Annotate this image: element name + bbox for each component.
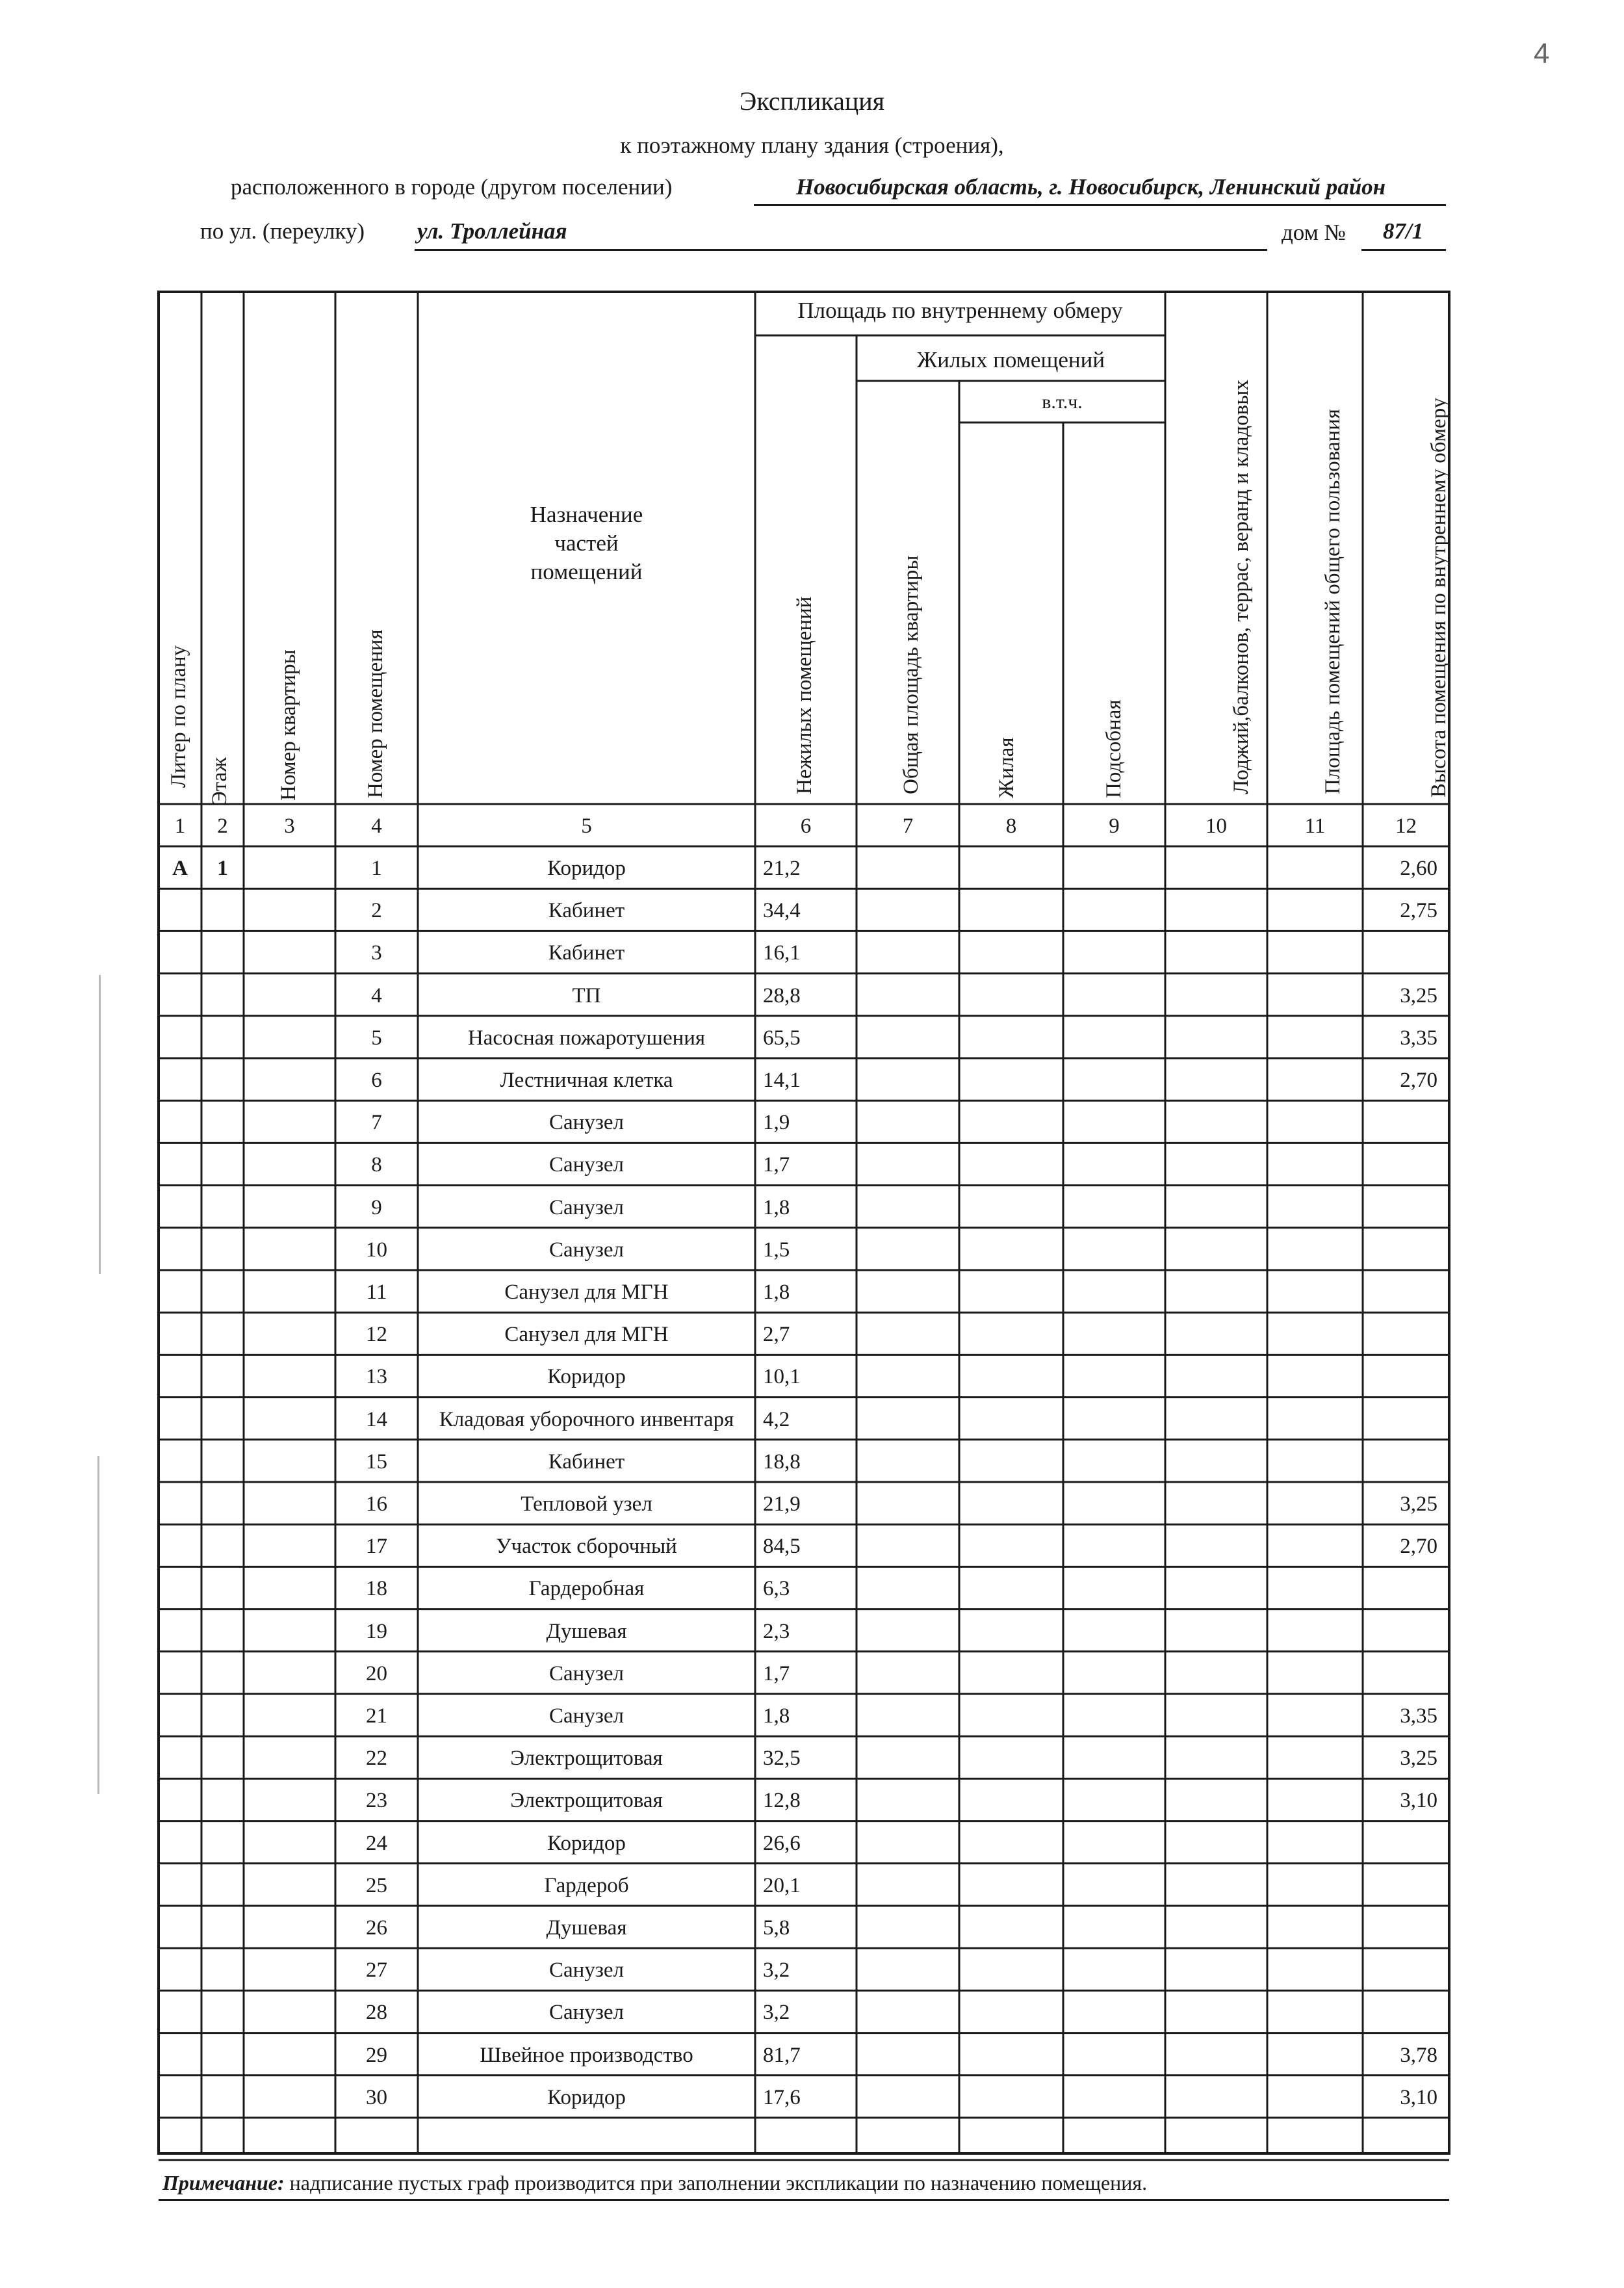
cell-room: 27	[366, 1958, 387, 1982]
cell-purpose: Электрощитовая	[510, 1789, 663, 1813]
cell-purpose: Душевая	[546, 1916, 627, 1940]
cell-purpose: Кабинет	[548, 1450, 625, 1474]
cell-room: 3	[371, 941, 382, 965]
header-room: Номер помещения	[364, 629, 387, 798]
cell-room: 4	[371, 983, 382, 1008]
cell-room: 29	[366, 2043, 387, 2067]
header-total-apartment: Общая площадь квартиры	[899, 555, 923, 794]
cell-room: 22	[366, 1747, 387, 1771]
header-living-group: Жилых помещений	[916, 347, 1105, 372]
cell-nonliving: 81,7	[763, 2043, 801, 2067]
cell-nonliving: 1,8	[763, 1704, 790, 1728]
column-number: 4	[371, 814, 382, 838]
column-number: 8	[1005, 814, 1017, 838]
cell-nonliving: 32,5	[763, 1747, 801, 1771]
header-height: Высота помещения по внутреннему обмеру	[1427, 397, 1450, 798]
cell-height: 2,70	[1400, 1069, 1437, 1092]
cell-height: 3,25	[1400, 983, 1437, 1008]
cell-nonliving: 1,7	[763, 1661, 790, 1685]
cell-room: 8	[371, 1153, 382, 1177]
cell-nonliving: 3,2	[763, 1958, 790, 1982]
cell-room: 15	[366, 1450, 387, 1474]
cell-room: 19	[366, 1619, 387, 1643]
cell-room: 18	[366, 1577, 387, 1601]
cell-nonliving: 16,1	[763, 941, 801, 965]
street-label: по ул. (переулку)	[200, 218, 365, 244]
cell-purpose: Швейное производство	[480, 2043, 693, 2067]
note-text: надписание пустых граф производится при заполнении экспликации по назначению помещения.	[289, 2171, 1148, 2194]
cell-height: 3,10	[1400, 2085, 1437, 2109]
header-liter: Литер по плану	[167, 645, 190, 788]
cell-nonliving: 14,1	[763, 1069, 801, 1092]
scan-edge-mark	[97, 1456, 99, 1794]
cell-room: 23	[366, 1789, 387, 1813]
header-area-group: Площадь по внутреннему обмеру	[797, 298, 1123, 323]
cell-purpose: Насосная пожаротушения	[467, 1026, 706, 1050]
cell-height: 2,60	[1400, 857, 1437, 880]
cell-room: 24	[366, 1831, 387, 1855]
cell-nonliving: 1,8	[763, 1280, 790, 1304]
cell-room: 9	[371, 1195, 382, 1219]
cell-height: 3,10	[1400, 1789, 1437, 1813]
note-underline	[159, 2199, 1449, 2201]
header-living: Жилая	[995, 737, 1018, 798]
cell-nonliving: 3,2	[763, 2001, 790, 2025]
column-number: 2	[217, 814, 228, 838]
cell-nonliving: 18,8	[763, 1450, 801, 1474]
cell-purpose: Коридор	[547, 1365, 626, 1389]
cell-nonliving: 10,1	[763, 1365, 801, 1389]
column-number: 11	[1304, 814, 1326, 838]
location-label: расположенного в городе (другом поселении)	[231, 174, 673, 200]
cell-purpose: Санузел	[549, 1195, 624, 1219]
column-number: 1	[174, 814, 186, 838]
house-value: 87/1	[1383, 218, 1424, 244]
scan-edge-mark	[99, 975, 101, 1274]
header-floor: Этаж	[208, 757, 231, 805]
cell-room: 14	[366, 1407, 387, 1431]
cell-purpose: Коридор	[547, 1831, 626, 1855]
cell-nonliving: 26,6	[763, 1831, 801, 1855]
header-purpose-line-1: Назначение	[530, 502, 643, 527]
cell-nonliving: 5,8	[763, 1916, 790, 1940]
cell-purpose: Санузел	[549, 1661, 624, 1685]
cell-nonliving: 1,7	[763, 1153, 790, 1177]
cell-room: 25	[366, 1873, 387, 1897]
cell-purpose: Лестничная клетка	[500, 1069, 673, 1092]
cell-height: 3,35	[1400, 1026, 1437, 1050]
column-number: 9	[1109, 814, 1120, 838]
cell-purpose: Тепловой узел	[521, 1492, 652, 1516]
cell-purpose: ТП	[572, 983, 601, 1008]
cell-nonliving: 84,5	[763, 1535, 801, 1559]
cell-nonliving: 20,1	[763, 1873, 801, 1897]
cell-purpose: Санузел	[549, 1704, 624, 1728]
cell-room: 5	[371, 1026, 382, 1050]
cell-nonliving: 2,7	[763, 1323, 790, 1347]
cell-purpose: Коридор	[547, 857, 626, 880]
cell-room: 26	[366, 1916, 387, 1940]
cell-liter: А	[172, 857, 188, 880]
cell-nonliving: 4,2	[763, 1407, 790, 1431]
cell-room: 7	[371, 1111, 382, 1135]
cell-room: 10	[366, 1238, 387, 1262]
cell-floor: 1	[217, 857, 228, 880]
cell-purpose: Кабинет	[548, 899, 625, 923]
cell-purpose: Гардеробная	[528, 1577, 645, 1601]
cell-room: 21	[366, 1704, 387, 1728]
cell-purpose: Участок сборочный	[496, 1535, 677, 1559]
header-purpose-line-3: помещений	[530, 559, 643, 584]
cell-purpose: Санузел	[549, 1958, 624, 1982]
cell-height: 3,35	[1400, 1704, 1437, 1728]
cell-room: 20	[366, 1661, 387, 1685]
cell-purpose: Санузел	[549, 1238, 624, 1262]
document-title: Экспликация	[739, 86, 885, 116]
cell-nonliving: 12,8	[763, 1789, 801, 1813]
cell-room: 30	[366, 2085, 387, 2109]
cell-room: 28	[366, 2001, 387, 2025]
header-loggias: Лоджий,балконов, террас, веранд и кладовых	[1230, 380, 1253, 794]
header-auxiliary: Подсобная	[1102, 699, 1126, 798]
column-number: 5	[581, 814, 592, 838]
column-number: 3	[284, 814, 295, 838]
cell-height: 2,70	[1400, 1535, 1437, 1559]
cell-purpose: Электрощитовая	[510, 1747, 663, 1771]
cell-room: 17	[366, 1535, 387, 1559]
cell-purpose: Гардероб	[544, 1873, 629, 1897]
cell-nonliving: 21,9	[763, 1492, 801, 1516]
cell-nonliving: 2,3	[763, 1619, 790, 1643]
cell-nonliving: 1,8	[763, 1195, 790, 1219]
cell-room: 11	[366, 1280, 387, 1304]
cell-height: 2,75	[1400, 899, 1437, 923]
cell-room: 6	[371, 1069, 382, 1092]
cell-purpose: Душевая	[546, 1619, 627, 1643]
column-number: 7	[902, 814, 914, 838]
cell-height: 3,78	[1400, 2043, 1437, 2067]
cell-height: 3,25	[1400, 1747, 1437, 1771]
header-nonliving: Нежилых помещений	[793, 596, 816, 794]
note	[162, 2171, 1147, 2195]
cell-purpose: Кабинет	[548, 941, 625, 965]
location-value: Новосибирская область, г. Новосибирск, Ленинский район	[796, 174, 1386, 200]
note-label: Примечание:	[162, 2171, 285, 2194]
house-label: дом №	[1282, 220, 1346, 245]
header-purpose	[418, 500, 755, 586]
cell-nonliving: 34,4	[763, 899, 801, 923]
cell-nonliving: 1,9	[763, 1111, 790, 1135]
cell-purpose: Санузел	[549, 1111, 624, 1135]
document-subtitle: к поэтажному плану здания (строения),	[620, 133, 1004, 158]
header-purpose-line-2: частей	[554, 530, 619, 556]
header-apartment: Номер квартиры	[277, 649, 300, 801]
cell-nonliving: 21,2	[763, 857, 801, 880]
cell-height: 3,25	[1400, 1492, 1437, 1516]
cell-room: 12	[366, 1323, 387, 1347]
header-common: Площадь помещений общего пользования	[1321, 409, 1345, 794]
cell-nonliving: 1,5	[763, 1238, 790, 1262]
cell-purpose: Коридор	[547, 2085, 626, 2109]
cell-nonliving: 17,6	[763, 2085, 801, 2109]
cell-nonliving: 65,5	[763, 1026, 801, 1050]
cell-purpose: Санузел	[549, 1153, 624, 1177]
cell-room: 13	[366, 1365, 387, 1389]
street-value: ул. Троллейная	[417, 218, 567, 244]
cell-purpose: Санузел для МГН	[504, 1323, 669, 1347]
cell-nonliving: 28,8	[763, 983, 801, 1008]
column-number: 6	[800, 814, 812, 838]
cell-room: 2	[371, 899, 382, 923]
column-number: 10	[1205, 814, 1227, 838]
column-number: 12	[1395, 814, 1417, 838]
cell-room: 16	[366, 1492, 387, 1516]
cell-purpose: Санузел	[549, 2001, 624, 2025]
cell-purpose: Кладовая уборочного инвентаря	[439, 1407, 734, 1431]
corner-mark: 4	[1534, 38, 1550, 70]
cell-room: 1	[371, 857, 382, 880]
cell-nonliving: 6,3	[763, 1577, 790, 1601]
header-incl: в.т.ч.	[1042, 391, 1083, 413]
cell-purpose: Санузел для МГН	[504, 1280, 669, 1304]
